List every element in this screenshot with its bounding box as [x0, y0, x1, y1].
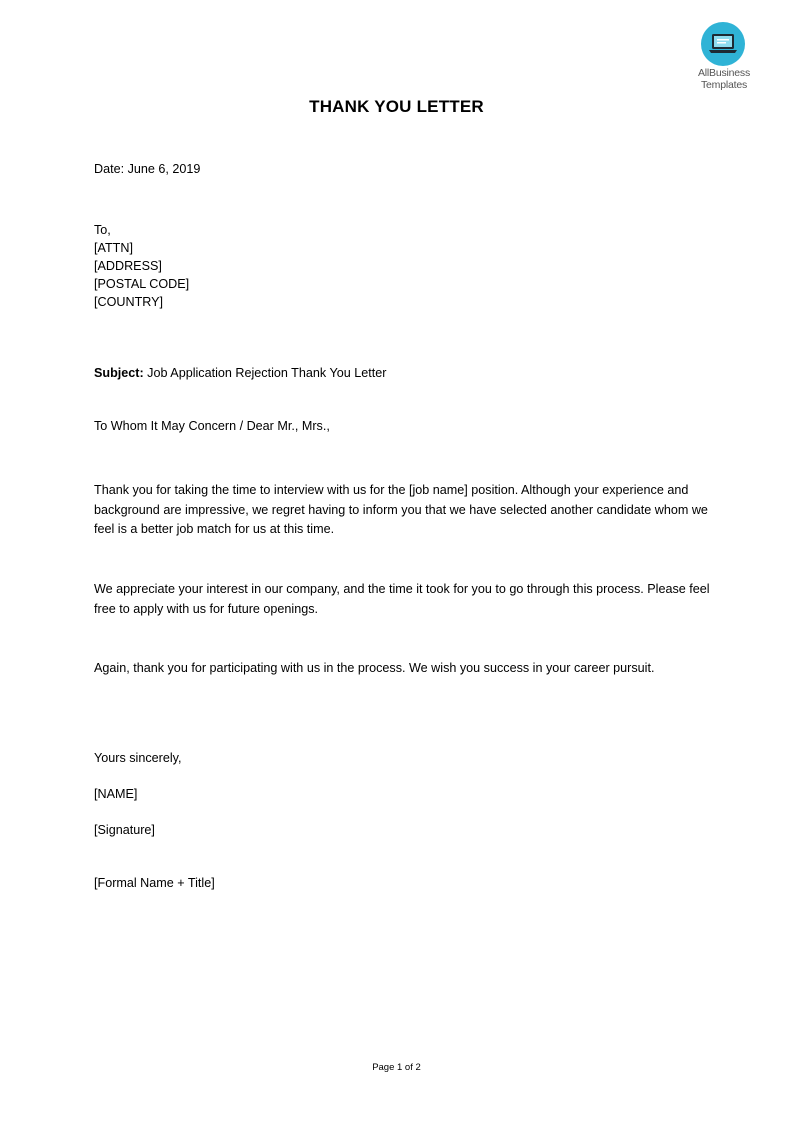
subject-text: Job Application Rejection Thank You Letter: [143, 366, 387, 380]
recipient-postal-code: [POSTAL CODE]: [94, 277, 190, 291]
letter-date: Date: June 6, 2019: [94, 162, 201, 176]
subject-line: [94, 364, 714, 383]
allbusiness-templates-logo: [690, 22, 766, 94]
recipient-block: [94, 221, 714, 311]
recipient-country: [COUNTRY]: [94, 295, 164, 309]
subject-label: Subject:: [94, 366, 144, 380]
letter-title: THANK YOU LETTER: [309, 97, 484, 116]
recipient-to: To,: [94, 223, 111, 237]
laptop-icon: [701, 22, 745, 66]
formal-name-title: [Formal Name + Title]: [94, 876, 215, 890]
paragraph-3: Again, thank you for participating with us in the process. We wish you success in your career pursuit.: [94, 661, 655, 675]
sender-name: [NAME]: [94, 787, 138, 801]
paragraph-2: We appreciate your interest in our company, and the time it took for you to go through this process. Please feel free to apply with us for future openings.: [94, 582, 710, 616]
logo-brand-line2: Templates: [700, 79, 748, 91]
logo-wordmark: [690, 67, 758, 91]
logo-badge: [701, 22, 745, 66]
signature-placeholder: [Signature]: [94, 823, 155, 837]
recipient-attn: [ATTN]: [94, 241, 133, 255]
page-number: Page 1 of 2: [372, 1062, 421, 1073]
salutation: To Whom It May Concern / Dear Mr., Mrs.,: [94, 419, 330, 433]
closing: Yours sincerely,: [94, 751, 182, 765]
recipient-address: [ADDRESS]: [94, 259, 162, 273]
logo-brand-line1: AllBusiness: [697, 67, 751, 79]
paragraph-1: Thank you for taking the time to interview with us for the [job name] position. Although your experience and background are impressive, we regret having to inform you that we have selected another candidate whom we feel is a better job match for us at this time.: [94, 483, 708, 536]
